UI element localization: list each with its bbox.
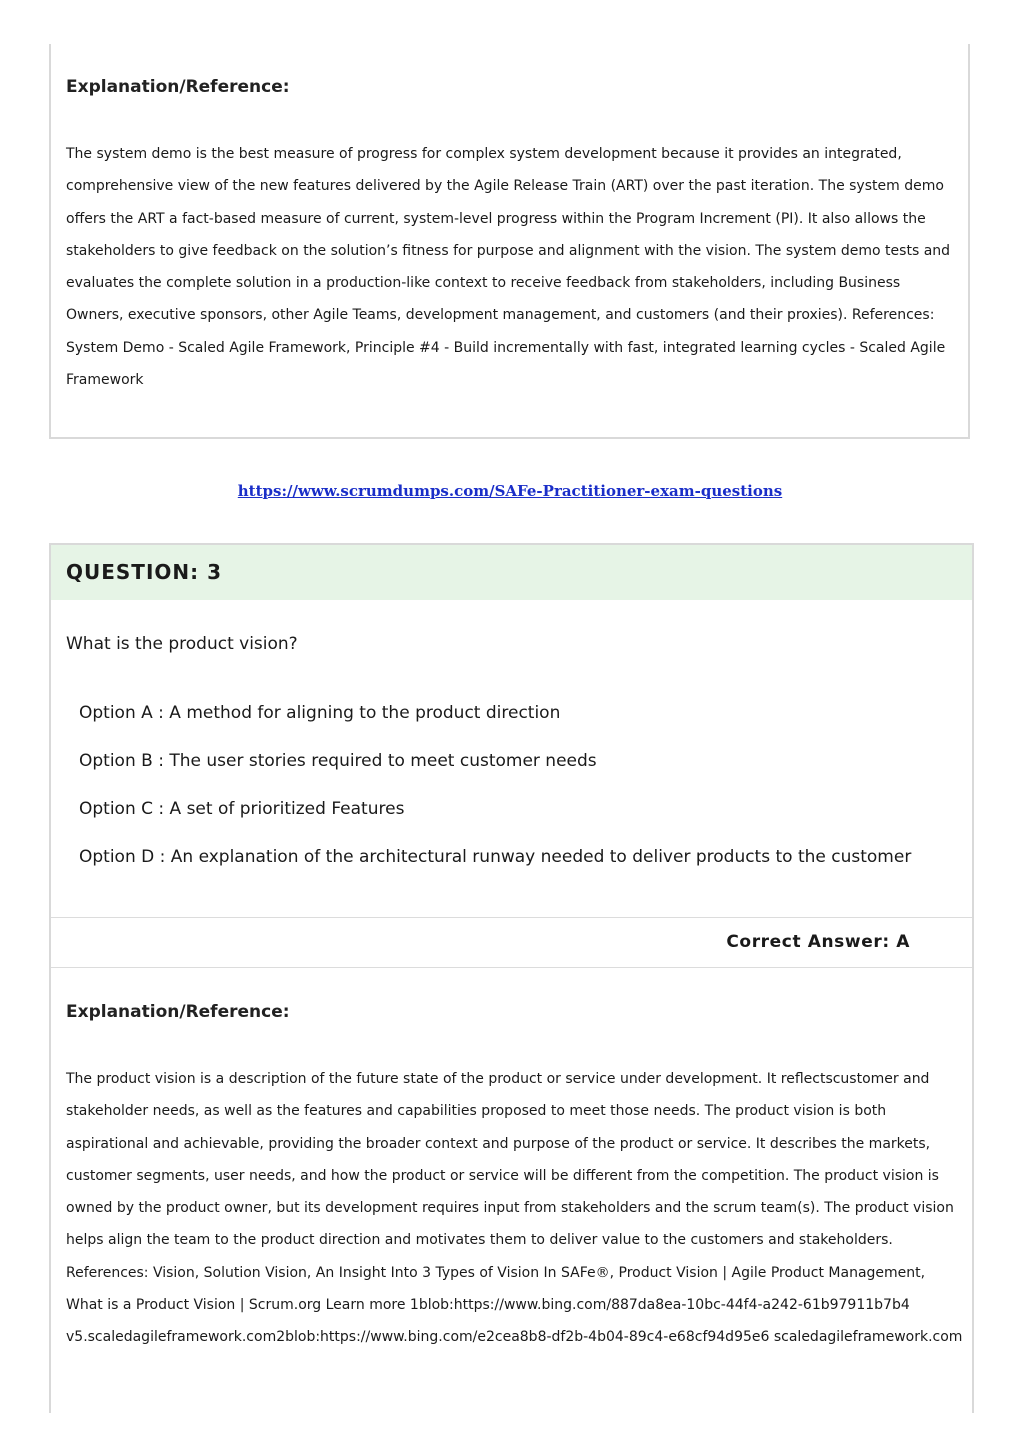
correct-answer: Correct Answer: A xyxy=(726,932,910,952)
explanation-body: The product vision is a description of the future state of the product or service under development. It reflectscustomer and stakeholder needs, as well as the features and capabilities proposed to meet those needs. The product vision is both aspirational and achievable, providing the broader context and purpose of the product or service. It describes the markets, customer segments, user needs, and how the product or service will be different from the competition. The product vision is owned by the product owner, but its development requires input from stakeholders and the scrum team(s). The product vision helps align the team to the product direction and motivates them to deliver value to the customers and stakeholders. References: Vision, Solution Vision, An Insight Into 3 Types of Vision In SAFe®, Product Vision | Agile Product Management, What is a Product Vision | Scrum.org Learn more 1blob:https://www.bing.com/887da8ea-10bc-44f4-a242-61b97911b7b4 v5.scaledagileframework.com2blob:https://www.bing.com/e2cea8b8-df2b-4b04-89c4-e68cf94d95e6 scaledagileframework.com xyxy=(66,1071,963,1346)
option-d[interactable]: Option D : An explanation of the architectural runway needed to deliver products to the customer xyxy=(79,847,912,867)
explanation-body: The system demo is the best measure of progress for complex system development because it provides an integrated, comprehensive view of the new features delivered by the Agile Release Train (ART) over the past iteration. The system demo offers the ART a fact-based measure of current, system-level progress within the Program Increment (PI). It also allows the stakeholders to give feedback on the solution’s fitness for purpose and alignment with the vision. The system demo tests and evaluates the complete solution in a production-like context to receive feedback from stakeholders, including Business Owners, executive sponsors, other Agile Teams, development management, and customers (and their proxies). References: System Demo - Scaled Agile Framework, Principle #4 - Build incrementally with fast, integrated learning cycles - Scaled Agile Framework xyxy=(66,146,951,389)
option-a[interactable]: Option A : A method for aligning to the product direction xyxy=(79,703,561,723)
exam-questions-link[interactable]: https://www.scrumdumps.com/SAFe-Practitioner-exam-questions xyxy=(237,482,783,500)
question-header xyxy=(51,545,972,600)
option-b[interactable]: Option B : The user stories required to meet customer needs xyxy=(79,751,597,771)
option-list xyxy=(79,702,911,894)
question-text: What is the product vision? xyxy=(66,634,298,654)
question-number: QUESTION: 3 xyxy=(66,560,223,584)
explanation-heading: Explanation/Reference: xyxy=(66,1002,290,1022)
previous-explanation-card xyxy=(49,44,970,439)
option-c[interactable]: Option C : A set of prioritized Features xyxy=(79,799,405,819)
question-card xyxy=(49,543,974,1413)
explanation-heading: Explanation/Reference: xyxy=(66,77,290,97)
correct-answer-row xyxy=(51,917,972,968)
